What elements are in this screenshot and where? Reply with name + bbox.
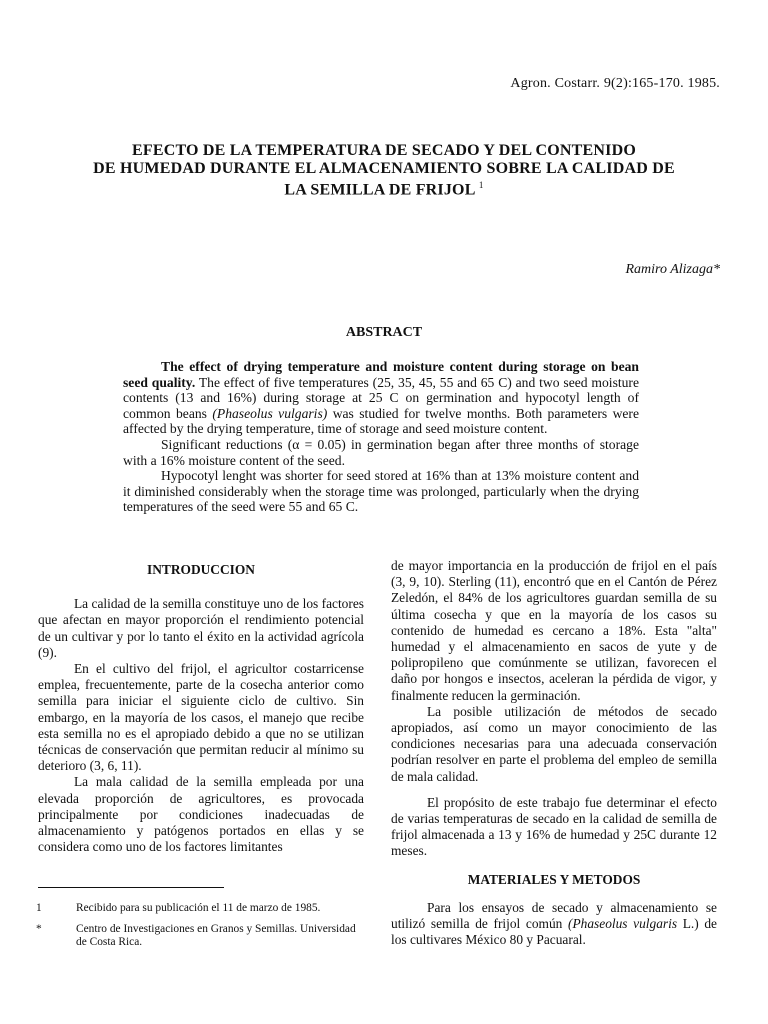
methods-paragraph-1 <box>391 900 717 949</box>
footnote-2-text: Centro de Investigaciones en Granos y Semillas. Universidad de Costa Rica. <box>76 923 356 948</box>
intro-paragraph-1: La calidad de la semilla constituye uno de los factores que afectan en mayor proporción el rendimiento potencial de un cultivar y por lo tanto el éxito en la actividad agrícola (9). <box>38 596 364 660</box>
abstract-species: (Phaseolus vulgaris) <box>212 405 328 421</box>
methods-p1-end: L.) de los cultivares México 80 y Pacuaral. <box>391 916 718 948</box>
abstract-body <box>123 359 639 515</box>
journal-citation: Agron. Costarr. 9(2):165-170. 1985. <box>510 76 720 91</box>
abstract-p1-end: was studied for twelve months. Both parameters were affected by the drying temperature, time of storage and seed moisture content. <box>123 405 639 437</box>
abstract-heading: ABSTRACT <box>345 325 423 340</box>
footnote-2 <box>36 923 366 949</box>
footnotes <box>36 902 366 957</box>
paragraph-spacer <box>391 785 717 795</box>
title-line-3-text: LA SEMILLA DE FRIJOL <box>284 181 475 199</box>
footnote-2-mark: * <box>36 923 42 935</box>
abstract-paragraph-3: Hypocotyl lenght was shorter for seed stored at 16% than at 13% moisture content and it diminished considerably when the storage time was prolonged, particularly when the drying temperatures of the seed were 55 and 65 C. <box>123 468 639 515</box>
right-paragraph-3: El propósito de este trabajo fue determinar el efecto de varias temperaturas de secado en la calidad de semilla de frijol almacenada a 13 y 16% de humedad y 25C durante 12 meses. <box>391 794 717 859</box>
abstract-paragraph-1 <box>123 359 639 437</box>
title-line-3 <box>60 177 708 199</box>
right-paragraph-1: de mayor importancia en la producción de frijol en el país (3, 9, 10). Sterling (11), encontró que en el Cantón de Pérez Zeledón, el 84% de los agricultores guardan semilla de su última cosecha y que en la mayoría de los casos su contenido de humedad es cercano a 18%. Esta "alta" humedad y el almacenamiento en sacos de yute y de polipropileno que comúnmente se utilizan, favorecen el daño por hongos e insectos, aceleran la pérdida de vigor, y finalmente reducen la germinación. <box>391 558 717 703</box>
right-paragraph-2: La posible utilización de métodos de secado apropiados, así como un mayor conocimiento de las condiciones necesarias para una adecuada conservación podrían resolver en parte el problema del empleo de semilla de mala calidad. <box>391 703 717 784</box>
author-name: Ramiro Alizaga* <box>625 262 720 277</box>
footnote-divider <box>38 887 224 888</box>
footnote-1-mark: 1 <box>36 902 42 914</box>
footnote-1-text: Recibido para su publicación el 11 de marzo de 1985. <box>76 902 321 914</box>
abstract-p1-rest: The effect of five temperatures (25, 35, 45, 55 and 65 C) and two seed moisture contents (13 and 16%) during storage at 25 C on germination and hypocotyl length of common beans <box>123 374 639 421</box>
title-footnote-mark: 1 <box>478 180 484 190</box>
title-line-2: DE HUMEDAD DURANTE EL ALMACENAMIENTO SOBRE LA CALIDAD DE <box>93 159 675 177</box>
methods-p1-start: Para los ensayos de secado y almacenamiento se utilizó semilla de frijol común <box>391 899 717 932</box>
abstract-paragraph-2: Significant reductions (α = 0.05) in germination began after three months of storage with a 16% moisture content of the seed. <box>123 436 639 468</box>
paper-title <box>60 142 708 199</box>
abstract-lead: The effect of drying temperature and moisture content during storage on bean seed quality. <box>123 359 639 390</box>
title-line-1: EFECTO DE LA TEMPERATURA DE SECADO Y DEL CONTENIDO <box>131 142 636 159</box>
intro-paragraph-3: La mala calidad de la semilla empleada por una elevada proporción de agricultores, es provocada principalmente por condiciones inadecuadas de almacenamiento y patógenos portados en ellas y se considera como uno de los factores limitantes <box>38 774 364 855</box>
right-column <box>391 558 717 948</box>
footnote-1 <box>36 902 366 915</box>
left-column <box>38 562 364 855</box>
intro-paragraph-2: En el cultivo del frijol, el agricultor costarricense emplea, frecuentemente, parte de la cosecha anterior como semilla para iniciar el siguiente ciclo de cultivo. Sin embargo, en la mayoría de los casos, el manejo que recibe esta semilla no es el apropiado debido a que no se utilizan técnicas de conservación que permitan reducir al mínimo su deterioro (3, 6, 11). <box>38 661 364 774</box>
methods-species: (Phaseolus vulgaris <box>568 916 678 932</box>
intro-heading: INTRODUCCION <box>147 562 255 577</box>
methods-heading: MATERIALES Y METODOS <box>467 871 641 887</box>
